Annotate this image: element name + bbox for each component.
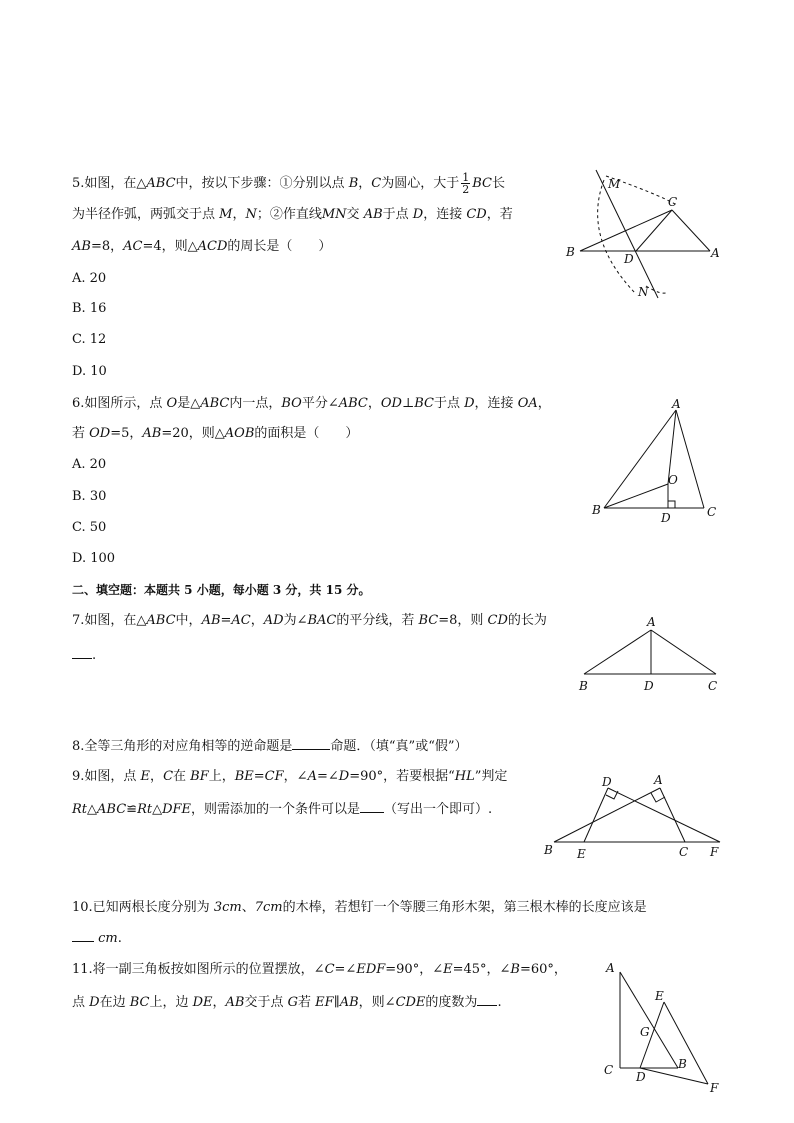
- q6-text: ，: [367, 396, 381, 411]
- q5-text: 长: [491, 176, 505, 191]
- q5-frac-num: 1: [462, 171, 470, 184]
- q11-label-f: F: [710, 1081, 719, 1095]
- q11-text: =60°，: [519, 962, 567, 977]
- q5-segment-ca: [672, 210, 710, 251]
- q6-segment-ba: [604, 410, 676, 508]
- q5-label-b: B: [566, 245, 575, 259]
- q7-line1: [72, 612, 547, 630]
- q6-text: =20，则△: [161, 426, 225, 441]
- q6-label-c: C: [707, 505, 717, 519]
- q9-figure: [540, 770, 730, 862]
- q6-var: ABC: [200, 396, 230, 411]
- q9-text: 9.如图，点: [72, 769, 141, 784]
- q10-text: 10.已知两根长度分别为: [72, 900, 214, 915]
- q9-var: C: [163, 769, 174, 784]
- q6-text: 内一点，: [229, 396, 282, 411]
- q5-var: M: [219, 207, 233, 222]
- q8-line: [72, 737, 468, 756]
- q5-text: 的周长是（ ）: [227, 239, 332, 254]
- q7-text: =8，则: [438, 613, 488, 628]
- q6-text: ，连接: [474, 396, 518, 411]
- q6-line1: [72, 395, 551, 413]
- q6-text: 是△: [177, 396, 201, 411]
- q6-text: 若: [72, 426, 90, 441]
- q11-var: BC: [129, 995, 150, 1010]
- q11-label-b: B: [678, 1057, 687, 1071]
- q9-text: ，∠: [283, 769, 308, 784]
- q10-text: .: [117, 931, 122, 946]
- q11-line1: [72, 961, 567, 979]
- q6-right-angle-mark: [668, 501, 675, 508]
- q7-var: AD: [263, 613, 284, 628]
- q5-var: MN: [321, 207, 347, 222]
- q11-text: 上，边: [149, 995, 193, 1010]
- q9-label-e: E: [577, 847, 586, 861]
- q6-var: BO: [281, 396, 302, 411]
- q5-text: =4，则△: [142, 239, 198, 254]
- q11-var: E: [443, 962, 453, 977]
- q7-var: BAC: [307, 613, 337, 628]
- q6-var: O: [166, 396, 178, 411]
- q6-var: OA: [517, 396, 538, 411]
- section-heading: 二、填空题：本题共 5 小题，每小题 3 分，共 15 分。: [72, 583, 371, 597]
- q5-var: AB: [363, 207, 383, 222]
- q9-label-f: F: [710, 845, 719, 859]
- q10-line1: [72, 899, 647, 917]
- q10-var: 3cm: [213, 900, 242, 915]
- q9-var: △DFE: [152, 802, 192, 817]
- q5-var: B: [348, 176, 359, 191]
- q9-text: ”判定: [474, 769, 508, 784]
- q7-label-d: D: [644, 679, 654, 693]
- q11-var: D: [89, 995, 100, 1010]
- q6-text: 平分∠: [301, 396, 339, 411]
- q7-text: 中，: [175, 613, 202, 628]
- q5-var: D: [412, 207, 424, 222]
- q5-label-m: M: [608, 177, 621, 191]
- q8-text: 8.全等三角形的对应角相等的逆命题是: [72, 739, 293, 754]
- q7-text: 的长为: [507, 613, 547, 628]
- q5-text: ，若: [486, 207, 513, 222]
- q5-var: AB: [72, 239, 91, 254]
- q6-text: =5，: [110, 426, 143, 441]
- q11-label-g: G: [640, 1025, 650, 1039]
- q6-label-o: O: [668, 473, 678, 487]
- q11-label-e: E: [655, 989, 664, 1003]
- q5-text: =8，: [90, 239, 124, 254]
- q5-figure: [560, 168, 740, 308]
- q11-var: AB: [225, 995, 245, 1010]
- q6-text: ，: [537, 396, 551, 411]
- q11-segment-ef: [664, 1002, 708, 1084]
- q7-text: 7.如图，在△: [72, 613, 147, 628]
- q5-text: 交: [346, 207, 364, 222]
- q7-label-c: C: [708, 679, 718, 693]
- q7-text: 的平分线，若: [336, 613, 419, 628]
- q11-answer-blank: [477, 993, 497, 1006]
- q9-var: A: [307, 769, 317, 784]
- q11-var: B: [510, 962, 520, 977]
- q11-segment-ab: [620, 972, 678, 1068]
- q5-frac-den: 2: [462, 183, 470, 196]
- q7-text: ，: [250, 613, 264, 628]
- q11-text: 若: [298, 995, 316, 1010]
- q11-text: =45°，∠: [452, 962, 511, 977]
- q11-text: 11.将一副三角板按如图所示的位置摆放，∠: [72, 962, 325, 977]
- q6-var: AB: [142, 426, 162, 441]
- q11-text: ，: [212, 995, 226, 1010]
- q10-unit: cm: [98, 931, 118, 946]
- q9-line1: [72, 768, 507, 786]
- q6-segment-bo: [604, 484, 668, 508]
- q5-arc-left: [598, 180, 636, 294]
- q7-segment-ab: [584, 630, 651, 674]
- q11-text: ，则∠: [358, 995, 396, 1010]
- q6-line2: [72, 425, 358, 443]
- q5-option-b: B. 16: [72, 301, 107, 316]
- q5-option-c: C. 12: [72, 332, 107, 347]
- q9-var: D: [338, 769, 350, 784]
- q11-var: AB: [339, 995, 359, 1010]
- q5-var: BC: [472, 176, 492, 191]
- q9-label-a: A: [654, 773, 663, 787]
- q9-var: BF: [190, 769, 209, 784]
- q7-var: CD: [487, 613, 508, 628]
- q5-text: 中，按以下步骤：①分别以点: [175, 176, 349, 191]
- q7-var: BC: [418, 613, 439, 628]
- q6-figure: [588, 396, 728, 526]
- q9-answer-blank: [360, 800, 384, 813]
- q5-segment-cd: [636, 210, 672, 251]
- q7-figure: [576, 616, 726, 696]
- q9-var: △ABC: [87, 802, 127, 817]
- q6-text: ⊥: [401, 396, 415, 411]
- q11-text: =∠: [334, 962, 357, 977]
- q5-line1: [72, 172, 505, 195]
- q10-var: 7cm: [254, 900, 283, 915]
- q5-line-mn: [596, 170, 658, 298]
- q11-var: EDF: [356, 962, 386, 977]
- q7-text: .: [92, 648, 97, 663]
- q5-fraction: [461, 172, 470, 195]
- q11-line2: [72, 993, 502, 1012]
- q9-line2: [72, 800, 492, 819]
- q9-var: BE=CF: [234, 769, 284, 784]
- q5-text: ，连接: [423, 207, 467, 222]
- q9-label-d: D: [602, 775, 612, 789]
- q11-text: 交于点: [244, 995, 288, 1010]
- q7-answer-blank: [72, 646, 92, 659]
- q5-text: 于点: [382, 207, 413, 222]
- q11-var: C: [324, 962, 335, 977]
- q5-text: 为半径作弧，两弧交于点: [72, 207, 220, 222]
- q10-line2: [72, 929, 122, 948]
- q6-label-b: B: [592, 503, 601, 517]
- q9-var: HL: [454, 769, 475, 784]
- q6-option-a: A. 20: [72, 457, 107, 472]
- q9-text: （写出一个即可）.: [384, 802, 493, 817]
- q5-option-d: D. 10: [72, 364, 107, 379]
- q7-text: 为∠: [283, 613, 308, 628]
- q5-text: 为圆心，大于: [381, 176, 460, 191]
- q5-text: 5.如图，在△: [72, 176, 147, 191]
- q5-segment-bc: [580, 210, 672, 251]
- q6-var: BC: [414, 396, 434, 411]
- q7-var: AB=AC: [201, 613, 251, 628]
- q7-label-b: B: [579, 679, 588, 693]
- q11-text: 在边: [99, 995, 130, 1010]
- q10-answer-blank: [72, 929, 94, 942]
- q5-label-c: C: [668, 195, 678, 209]
- q11-var: CDE: [395, 995, 426, 1010]
- q11-label-c: C: [604, 1063, 614, 1077]
- q6-segment-ac: [676, 410, 704, 508]
- q5-label-n: N: [638, 285, 649, 299]
- q6-var: OD: [89, 426, 111, 441]
- q5-text: ，: [358, 176, 372, 191]
- q6-option-c: C. 50: [72, 520, 107, 535]
- q6-label-d: D: [661, 511, 671, 525]
- q11-text: ∥: [333, 995, 340, 1010]
- q11-text: =90°，∠: [385, 962, 444, 977]
- q9-var: Rt: [137, 802, 153, 817]
- q9-var: Rt: [72, 802, 88, 817]
- q9-text: 在: [173, 769, 191, 784]
- q10-text: 、: [241, 900, 255, 915]
- q5-var: N: [245, 207, 257, 222]
- q9-var: E: [140, 769, 151, 784]
- q9-text: =∠: [316, 769, 339, 784]
- q6-text: 6.如图所示，点: [72, 396, 167, 411]
- q7-line2: [72, 646, 96, 665]
- q9-text: ≌: [126, 802, 138, 817]
- q5-text: ；②作直线: [256, 207, 322, 222]
- q11-label-d: D: [636, 1070, 646, 1084]
- q6-var: AOB: [224, 426, 255, 441]
- q10-text: 的木棒，若想钉一个等腰三角形木架，第三根木棒的长度应该是: [282, 900, 647, 915]
- q9-text: 上，: [208, 769, 235, 784]
- q11-var: DE: [192, 995, 213, 1010]
- q11-figure: [600, 960, 730, 1100]
- q5-text: ，: [232, 207, 246, 222]
- q9-segment-de: [584, 788, 608, 842]
- q6-label-a: A: [672, 397, 681, 411]
- q11-text: .: [497, 995, 502, 1010]
- q9-label-b: B: [544, 843, 553, 857]
- q6-text: 的面积是（ ）: [254, 426, 359, 441]
- q7-var: ABC: [146, 613, 176, 628]
- q5-var: ABC: [146, 176, 176, 191]
- q5-line2: [72, 206, 513, 224]
- q5-var: CD: [466, 207, 487, 222]
- q8-text: 命题．（填“真”或“假”）: [330, 739, 468, 754]
- q11-var: EF: [315, 995, 334, 1010]
- q9-text: =90°，若要根据“: [349, 769, 455, 784]
- q11-label-a: A: [606, 961, 615, 975]
- q5-label-d: D: [624, 252, 634, 266]
- q7-segment-ac: [651, 630, 716, 674]
- q6-text: 于点: [433, 396, 465, 411]
- q9-segment-ba: [554, 788, 660, 842]
- q8-answer-blank: [292, 737, 330, 750]
- q9-text: ，则需添加的一个条件可以是: [191, 802, 361, 817]
- q5-label-a: A: [711, 246, 720, 260]
- q11-text: 点: [72, 995, 90, 1010]
- q5-var: C: [371, 176, 382, 191]
- q6-var: ABC: [338, 396, 368, 411]
- q6-var: OD: [380, 396, 402, 411]
- q5-var: AC: [123, 239, 143, 254]
- q11-text: 的度数为: [425, 995, 478, 1010]
- q6-option-b: B. 30: [72, 489, 107, 504]
- q7-label-a: A: [647, 615, 656, 629]
- q5-var: ACD: [197, 239, 228, 254]
- q6-option-d: D. 100: [72, 551, 116, 566]
- q11-var: G: [287, 995, 299, 1010]
- q5-line3: [72, 238, 331, 256]
- q6-var: D: [464, 396, 475, 411]
- q9-label-c: C: [679, 845, 689, 859]
- q11-segment-df: [640, 1068, 708, 1084]
- q5-option-a: A. 20: [72, 271, 107, 286]
- q9-text: ，: [150, 769, 164, 784]
